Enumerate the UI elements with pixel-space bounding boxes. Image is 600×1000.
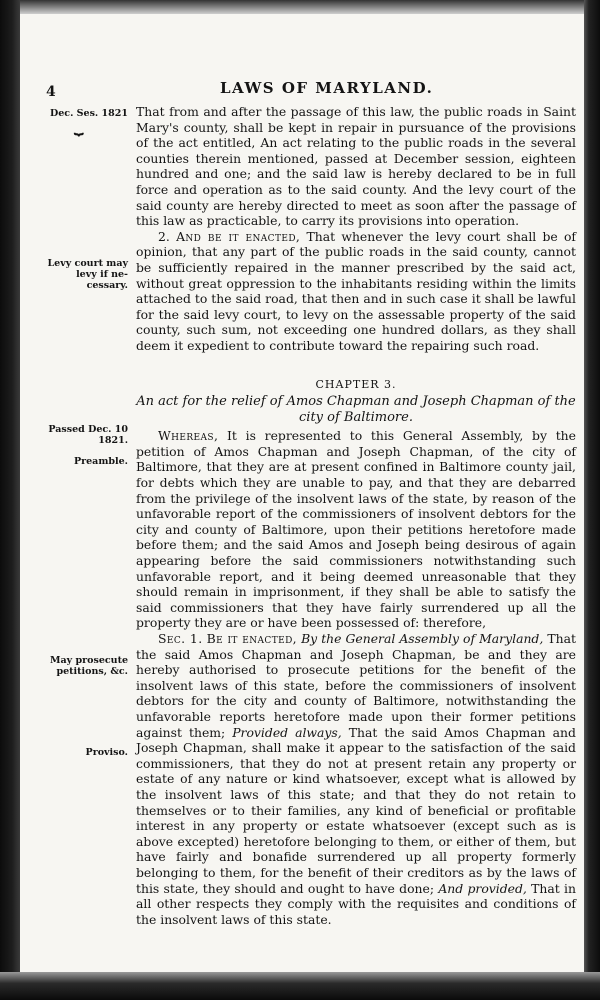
margin-note-preamble: Preamble. xyxy=(73,456,128,467)
page-edge-left xyxy=(0,0,20,1000)
margin-note-session: Dec. Ses. 1821 xyxy=(50,108,128,119)
preamble xyxy=(136,428,576,631)
section-2-enacting: And be it enacted, xyxy=(176,228,301,244)
section-1-continuation: That from and after the passage of this law, the public roads in Saint Mary's county, shall be kept in repair in pursuance of the provisions of the act entitled, An act relating to the public roads in the several counties therein mentioned, passed at December session, eighteen hundred and one; and the said law is hereby declared to be in full force and operation as to the said county. And the levy court of the said county are hereby directed to meet as soon after the passage of this law as practicable, to carry its provisions into operation. xyxy=(136,104,576,229)
margin-note-may-prosecute: May prosecute petitions, &c. xyxy=(50,655,128,677)
section-2-number: 2. xyxy=(158,228,170,244)
section-1-number: Sec. 1. xyxy=(158,631,203,646)
section-1-enacting: Be it enacted, xyxy=(206,631,298,646)
section-1-by-assembly: By the General Assembly of Maryland, xyxy=(301,631,544,646)
margin-note-passed: Passed Dec. 10 1821. xyxy=(48,424,128,446)
page-edge-bottom xyxy=(0,972,600,1000)
chapter-heading: CHAPTER 3. xyxy=(315,377,397,391)
section-1 xyxy=(136,631,576,927)
page-number: 4 xyxy=(46,84,56,100)
page-edge-top xyxy=(0,0,600,14)
law-text xyxy=(136,104,576,927)
margin-note-proviso: Proviso. xyxy=(85,747,128,758)
running-head: LAWS OF MARYLAND. xyxy=(220,79,434,97)
section-1-and-provided: And provided, xyxy=(438,880,527,896)
section-1-text-b: That the said Amos Chapman and Joseph Chapman, shall make it appear to the satisfaction of the said commissioners, that they do not at present retain any property or estate of any nature or kind whatsoever, except what is allowed by the insolvent laws of this state; and that they do not retain to themselves or to their families, any kind of beneficial or profitable interest in any property or estate whatsoever (except such as is above excepted) heretofore belonging to them, or either of them, but have fairly and bonafide surrendered up all property formerly belonging to them, for the benefit of their creditors as by the laws of this state, they should and ought to have done; xyxy=(136,724,576,896)
preamble-whereas: Whereas, xyxy=(158,428,219,444)
section-1-text-c: That in all other respects they comply with the requisites and conditions of the insolvent laws of this state. xyxy=(136,880,576,927)
section-1-text-a: That the said Amos Chapman and Joseph Chapman, be and they are hereby authorised to prosecute petitions for the benefit of the insolvent laws of this state, before the commissioners of insolvent debtors for the city and county of Baltimore, notwithstanding the unfavorable reports heretofore made upon their former petitions against them; xyxy=(136,631,576,740)
section-2-text: That whenever the levy court shall be of opinion, that any part of the public roads in the said county, cannot be sufficiently repaired in the manner prescribed by the said act, without great oppression to the inhabitants residing within the limits attached to the said road, that then and in such case it shall be lawful for the said levy court, to levy on the assessable property of the said county, such sum, not exceeding one hundred dollars, as they shall deem it expedient to contribute toward the repairing such road. xyxy=(136,228,577,353)
margin-note-levy-court: Levy court may levy if necessary. xyxy=(47,258,128,291)
brace-mark: ⏟ xyxy=(74,116,84,135)
act-title: An act for the relief of Amos Chapman and Joseph Chapman of the city of Baltimore. xyxy=(136,394,576,425)
preamble-text: It is represented to this General Assembly, by the petition of Amos Chapman and Joseph Chapman, of the city of Baltimore, that they are at present confined in Baltimore county jail, for debts which they are unable to pay, and that they are debarred from the privilege of the insolvent laws of the state, by reason of the unfavorable report of the commissioners of insolvent debtors for the city and county of Baltimore, upon their petitions heretofore made before them; and the said Amos and Joseph being desirous of again appearing before the said commissioners notwithstanding such unfavorable report, and it being deemed unreasonable that they should remain in imprisonment, if they shall be able to satisfy the said commissioners that they have fairly surrendered up all the property they are or have been possessed of: therefore, xyxy=(136,428,576,631)
section-1-provided-always: Provided always, xyxy=(232,724,342,740)
section-2 xyxy=(136,229,576,354)
page-edge-right xyxy=(584,0,600,1000)
